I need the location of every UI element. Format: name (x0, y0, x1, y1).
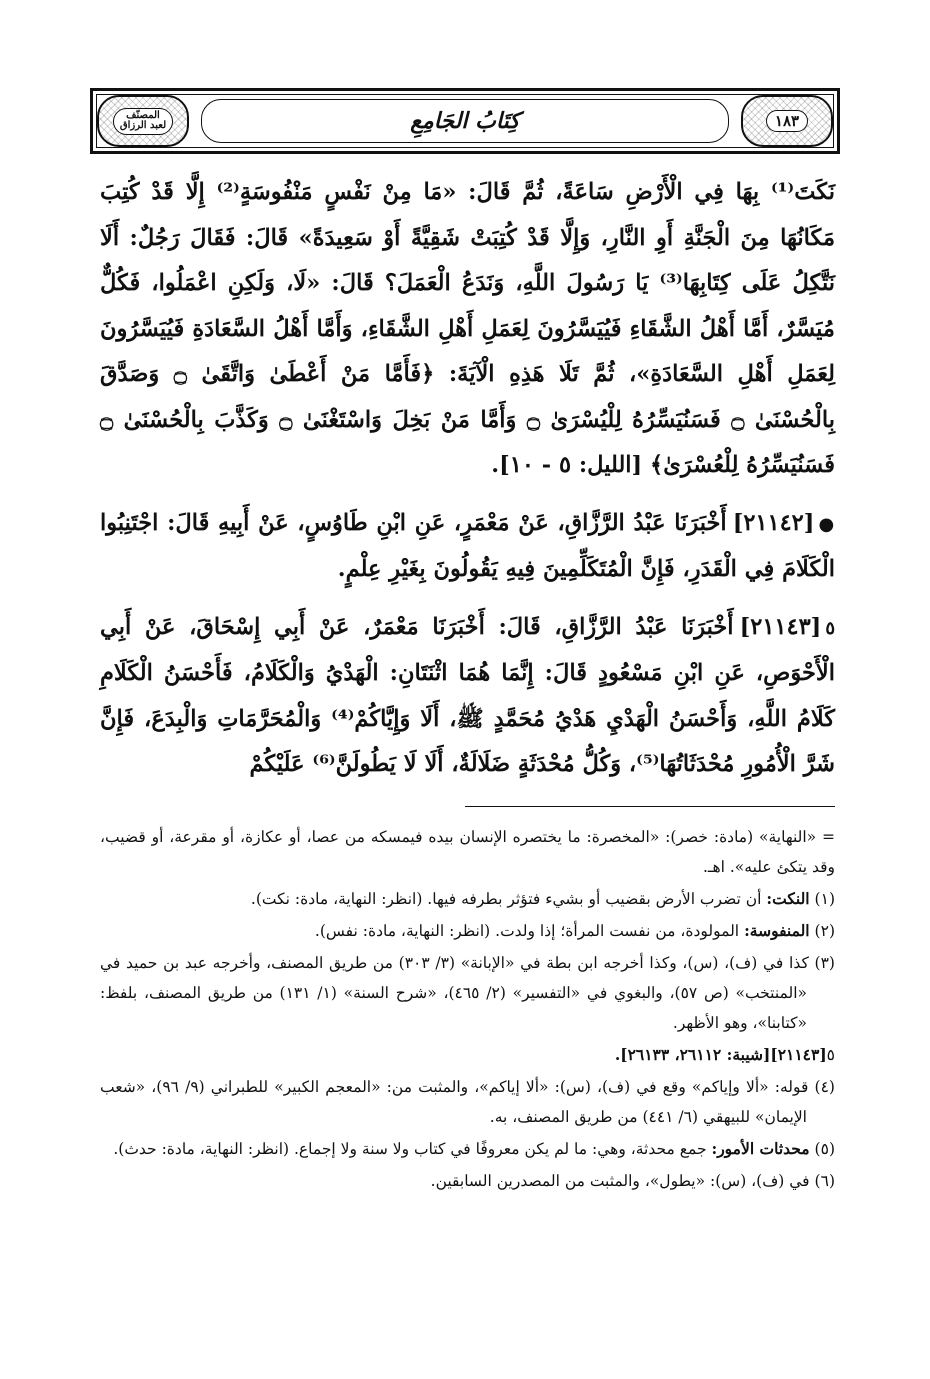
hadith-text: أَخْبَرَنَا عَبْدُ الرَّزَّاقِ، قَالَ: أَخْبَرَنَا مَعْمَرٌ، عَنْ أَبِي إِسْحَاقَ، عَنْ أَبِي الْأَحْوَصِ، عَنِ ابْنِ مَسْعُودٍ قَالَ: إِنَّمَا هُمَا اثْنَتَانِ: الْهَدْيُ وَالْكَلَامُ، فَأَحْسَنُ الْكَلَامِ كَلَامُ اللَّهِ، وَأَحْسَنُ الْهَدْيِ هَدْيُ مُحَمَّدٍ ﷺ، أَلَا وَإِيَّاكُمْ⁽⁴⁾ وَالْمُحَرَّمَاتِ وَالْبِدَعَ، فَإِنَّ شَرَّ الْأُمُورِ مُحْدَثَاتُهَا⁽⁵⁾، وَكُلُّ مُحْدَثَةٍ ضَلَالَةٌ، أَلَا لَا يَطُولَنَّ⁽⁶⁾ عَلَيْكُمْ (100, 613, 835, 777)
footnote-text: كذا في (ف)، (س)، وكذا أخرجه ابن بطة في «الإبانة» (٣/ ٣٠٣) من طريق المصنف، وأخرجه عبد بن حميد في «المنتخب» (ص ٥٧)، والبغوي في «التفسير» (٢/ ٤٦٥)، «شرح السنة» (١/ ١٣١) من طريق المصنف، بلفظ: «كتابنا»، وهو الأظهر. (100, 954, 809, 1032)
footnote-text: في (ف)، (س): «يطول»، والمثبت من المصدرين السابقين. (430, 1172, 810, 1190)
page-header (90, 88, 840, 154)
page-number-badge (741, 95, 833, 147)
footnote-label: (٢) (814, 922, 835, 940)
footnote-label: (٥) (814, 1140, 835, 1158)
hadith-number: [٢١١٤٢] (732, 509, 815, 536)
hadith-21142 (100, 501, 835, 593)
running-title: كِتَابُ الجَامِعِ (410, 108, 520, 134)
footnote-text: المولودة، من نفست المرأة؛ إذا ولدت. (انظر: النهاية، مادة: نفس). (314, 922, 740, 940)
footnote-text: قوله: «ألا وإياكم» وقع في (ف)، (س): «ألا إياكم»، والمثبت من: «المعجم الكبير» للطبراني (٩/ ٩٦)، «شعب الإيمان» للبيهقي (٦/ ٤٤١) من طريق المصنف، به. (100, 1078, 809, 1126)
footnote-text: جمع محدثة، وهي: ما لم يكن معروفًا في كتاب ولا سنة ولا إجماع. (انظر: النهاية، مادة: حدث). (113, 1140, 707, 1158)
book-logo-text (113, 108, 173, 135)
footnote-term: المنفوسة: (744, 921, 810, 940)
book-logo-line2: لعبد الرزاق (119, 120, 167, 131)
footnotes (100, 822, 835, 1198)
footnote-label: (٣) (814, 954, 835, 972)
footnote-label: (٤) (814, 1078, 835, 1096)
footnote-continuation: = «النهاية» (مادة: خصر): «المخصرة: ما يختصره الإنسان بيده فيمسكه من عصا، أو عكازة، أو مقرعة، أو قضيب، وقد يتكئ عليه». اهـ. (100, 828, 835, 876)
hadith-21143 (100, 605, 835, 788)
footnote-label: (١) (814, 890, 835, 908)
footnote-1 (100, 884, 835, 914)
book-logo-line1: المصنّف (126, 109, 160, 121)
footnote-6 (100, 1166, 835, 1196)
footnote-text: أن تضرب الأرض بقضيب أو بشيء فتؤثر بطرفه فيها. (انظر: النهاية، مادة: نكت). (250, 890, 762, 908)
takhrij-text: [٢١١٤٣][شيبة: ٢٦١١٢، ٢٦١٣٣]. (614, 1045, 827, 1064)
footnote-term: محدثات الأمور: (711, 1139, 810, 1158)
book-logo-icon (97, 95, 189, 147)
takhrij-21143 (100, 1040, 835, 1070)
hadith-number: [٢١١٤٣] (739, 613, 822, 640)
running-title-panel (201, 99, 729, 143)
page-number: ١٨٣ (766, 110, 808, 133)
hadith-continuation: نَكَتَ⁽¹⁾ بِهَا فِي الْأَرْضِ سَاعَةً، ثُمَّ قَالَ: «مَا مِنْ نَفْسٍ مَنْفُوسَةٍ⁽²⁾ إِلَّا قَدْ كُتِبَ مَكَانُهَا مِنَ الْجَنَّةِ أَوِ النَّارِ، وَإِلَّا قَدْ كُتِبَتْ شَقِيَّةً أَوْ سَعِيدَةً» قَالَ: فَقَالَ رَجُلٌ: أَلَا نَتَّكِلُ عَلَى كِتَابِهَا⁽³⁾ يَا رَسُولَ اللَّهِ، وَنَدَعُ الْعَمَلَ؟ قَالَ: «لَا، وَلَكِنِ اعْمَلُوا، فَكُلٌّ مُيَسَّرٌ، أَمَّا أَهْلُ الشَّقَاءِ فَيُيَسَّرُونَ لِعَمَلِ أَهْلِ الشَّقَاءِ، وَأَمَّا أَهْلُ السَّعَادَةِ فَيُيَسَّرُونَ لِعَمَلِ أَهْلِ السَّعَادَةِ»، ثُمَّ تَلَا هَذِهِ الْآيَةَ: ﴿فَأَمَّا مَنْ أَعْطَىٰ وَاتَّقَىٰ ۝ وَصَدَّقَ بِالْحُسْنَىٰ ۝ فَسَنُيَسِّرُهُ لِلْيُسْرَىٰ ۝ وَأَمَّا مَنْ بَخِلَ وَاسْتَغْنَىٰ ۝ وَكَذَّبَ بِالْحُسْنَىٰ ۝ فَسَنُيَسِّرُهُ لِلْعُسْرَىٰ﴾ [الليل: ٥ - ١٠]. (100, 179, 835, 478)
footnote-4 (100, 1072, 835, 1132)
hadith-marker: ● (818, 513, 835, 535)
footnote-term: النكت: (766, 889, 810, 908)
main-text (100, 170, 835, 788)
footnote-divider (465, 806, 835, 807)
hadith-text: أَخْبَرَنَا عَبْدُ الرَّزَّاقِ، عَنْ مَعْمَرٍ، عَنِ ابْنِ طَاوُسٍ، عَنْ أَبِيهِ قَالَ: اجْتَنِبُوا الْكَلَامَ فِي الْقَدَرِ، فَإِنَّ الْمُتَكَلِّمِينَ فِيهِ يَقُولُونَ بِغَيْرِ عِلْمٍ. (100, 509, 835, 582)
footnote-2 (100, 916, 835, 946)
takhrij-marker: ٥ (826, 1046, 835, 1064)
hadith-marker: ٥ (825, 617, 835, 639)
footnote-3 (100, 948, 835, 1038)
footnote-5 (100, 1134, 835, 1164)
footnote-label: (٦) (814, 1172, 835, 1190)
